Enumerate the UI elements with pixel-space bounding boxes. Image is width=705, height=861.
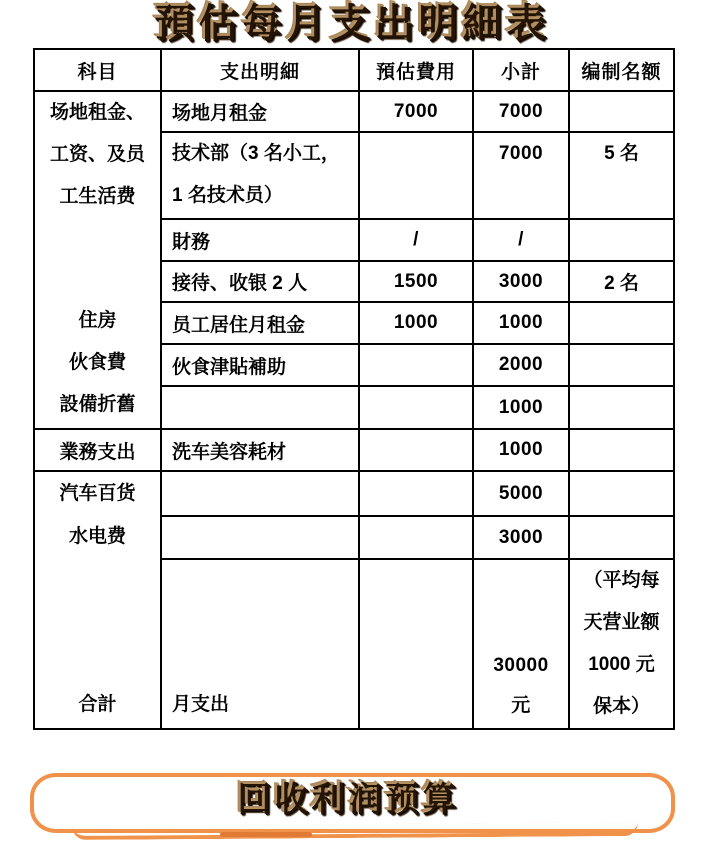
- cell-subtotal: 1000: [473, 429, 569, 471]
- subject-line-blank: [35, 218, 160, 259]
- header-detail: 支出明細: [161, 49, 359, 91]
- cell-detail: 財務: [161, 219, 359, 261]
- cell-quota: [569, 429, 674, 471]
- cell-detail: 场地月租金: [161, 91, 359, 132]
- quota-note-line: （平均每: [583, 570, 660, 591]
- cell-cost: [359, 429, 473, 471]
- subject-line: 住房: [78, 310, 117, 331]
- cell-detail: 洗车美容耗材: [161, 429, 359, 471]
- cell-quota: 2 名: [569, 261, 674, 302]
- cell-subtotal: 5000: [473, 471, 569, 516]
- profit-banner-dash: [220, 832, 312, 837]
- cell-cost: [359, 471, 473, 516]
- subject-line: 场地租金、: [49, 102, 145, 123]
- cell-subtotal: 3000: [473, 261, 569, 302]
- cell-cost: [359, 344, 473, 386]
- detail-line: 技术部（3 名小工，: [172, 143, 340, 164]
- subject-line: 工生活费: [59, 186, 136, 207]
- table-row: [34, 429, 674, 471]
- profit-banner-title: 回收利润预算: [237, 780, 460, 820]
- cell-subtotal: /: [473, 219, 569, 261]
- cell-cost: [359, 559, 473, 729]
- subject-spacer: [35, 558, 160, 683]
- cell-cost: 1500: [359, 261, 473, 302]
- cell-cost: [359, 516, 473, 559]
- cell-detail: 伙食津貼補助: [161, 344, 359, 386]
- cell-subtotal: 1000: [473, 302, 569, 344]
- table-row: [34, 91, 674, 132]
- header-estimated-cost: 預估費用: [359, 49, 473, 91]
- subject-line-blank: [35, 259, 160, 300]
- cell-subtotal: 2000: [473, 344, 569, 386]
- cell-cost: [359, 132, 473, 219]
- cell-quota: [569, 344, 674, 386]
- cell-cost: 1000: [359, 302, 473, 344]
- header-row: [34, 49, 674, 91]
- cell-detail: 接待、收银 2 人: [161, 261, 359, 302]
- cell-quota: [569, 516, 674, 559]
- cell-quota: [569, 219, 674, 261]
- cell-detail: [161, 559, 359, 729]
- cell-subtotal: 7000: [473, 132, 569, 219]
- subject-line: 設備折舊: [59, 394, 136, 415]
- header-subject: 科目: [34, 49, 161, 91]
- cell-quota-note: [569, 559, 674, 729]
- cell-subtotal: 1000: [473, 386, 569, 429]
- expense-table: [33, 48, 675, 730]
- quota-note-line: 1000 元: [588, 654, 655, 675]
- header-quota: 编制名额: [569, 49, 674, 91]
- subject-group-business: 業務支出: [34, 429, 161, 471]
- cell-cost: 7000: [359, 91, 473, 132]
- subject-line: 水电费: [68, 526, 126, 547]
- header-subtotal: 小計: [473, 49, 569, 91]
- page-title: 預估每月支出明細表: [154, 0, 551, 47]
- detail-line: 月支出: [172, 694, 230, 715]
- quota-note-line: 天营业额: [583, 612, 660, 633]
- cell-subtotal: 7000: [473, 91, 569, 132]
- cell-quota: [569, 302, 674, 344]
- cell-quota: [569, 471, 674, 516]
- subject-line: 工资、及员: [49, 144, 145, 165]
- detail-line: 1 名技术员）: [172, 185, 283, 206]
- subject-group-rent-wages: [34, 91, 161, 429]
- cell-quota: [569, 91, 674, 132]
- cell-subtotal: 3000: [473, 516, 569, 559]
- subject-line: 伙食費: [68, 352, 126, 373]
- cell-detail: 员工居住月租金: [161, 302, 359, 344]
- cell-subtotal: [473, 559, 569, 729]
- cell-detail: [161, 471, 359, 516]
- cell-quota: [569, 386, 674, 429]
- cell-detail: [161, 516, 359, 559]
- cell-quota: 5 名: [569, 132, 674, 219]
- cell-detail: [161, 132, 359, 219]
- cell-detail: [161, 386, 359, 429]
- subtotal-line: 元: [511, 695, 531, 716]
- subject-line: 汽车百货: [59, 483, 136, 504]
- cell-cost: [359, 386, 473, 429]
- quota-note-line: 保本）: [592, 696, 650, 717]
- subtotal-line: 30000: [493, 655, 549, 676]
- subject-line-total: 合計: [78, 694, 117, 715]
- subject-group-auto-total: [34, 471, 161, 729]
- table-row: [34, 471, 674, 516]
- cell-cost: /: [359, 219, 473, 261]
